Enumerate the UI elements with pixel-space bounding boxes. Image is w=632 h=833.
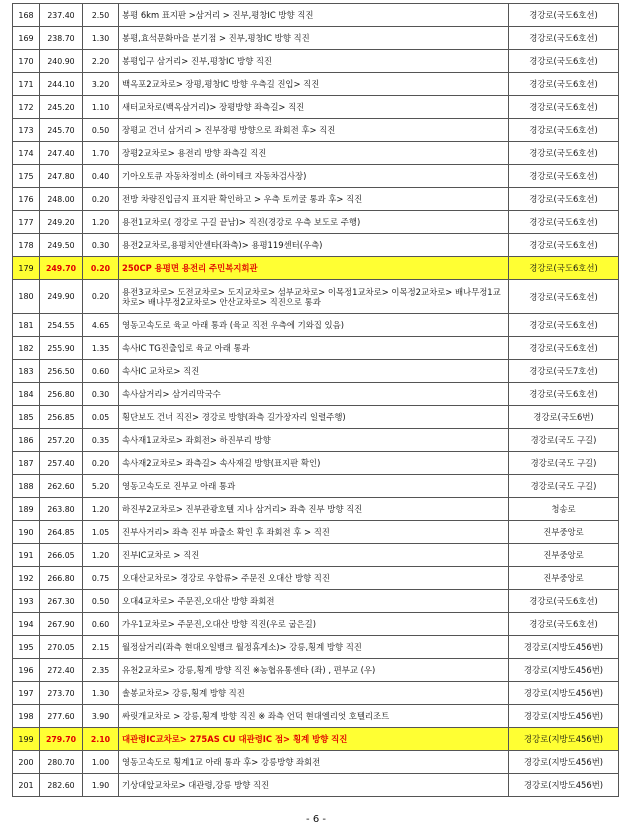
- cell-road-name: 경강로(국도 구길): [509, 452, 619, 475]
- cell-cumulative-km: 238.70: [40, 27, 83, 50]
- cell-directions: 속사재2교차로> 좌측길> 속사재길 방향(표지판 확인): [119, 452, 509, 475]
- cell-distance: 1.00: [83, 751, 119, 774]
- cell-cumulative-km: 249.20: [40, 211, 83, 234]
- table-row: [13, 728, 619, 751]
- cell-cumulative-km: 245.20: [40, 96, 83, 119]
- cell-number: 173: [13, 119, 40, 142]
- cell-cumulative-km: 262.60: [40, 475, 83, 498]
- cell-distance: 0.60: [83, 613, 119, 636]
- cell-cumulative-km: 267.30: [40, 590, 83, 613]
- cell-directions: 장평교 건너 삼거리 > 진부장평 방향으로 좌회전 후> 직진: [119, 119, 509, 142]
- cell-number: 199: [13, 728, 40, 751]
- cell-distance: 1.20: [83, 498, 119, 521]
- cell-number: 196: [13, 659, 40, 682]
- cell-cumulative-km: 266.80: [40, 567, 83, 590]
- cell-road-name: 경강로(국도6호선): [509, 590, 619, 613]
- cell-directions: 용전2교차로,용평치안센타(좌측)> 용평119센터(우측): [119, 234, 509, 257]
- cell-road-name: 경강로(국도6호선): [509, 211, 619, 234]
- cell-road-name: 경강로(지방도456번): [509, 774, 619, 797]
- cell-number: 180: [13, 280, 40, 314]
- cell-distance: 0.50: [83, 119, 119, 142]
- cell-cumulative-km: 249.70: [40, 257, 83, 280]
- cell-distance: 1.30: [83, 682, 119, 705]
- cell-distance: 0.75: [83, 567, 119, 590]
- cell-cumulative-km: 240.90: [40, 50, 83, 73]
- cell-distance: 2.35: [83, 659, 119, 682]
- table-row: [13, 521, 619, 544]
- cell-number: 172: [13, 96, 40, 119]
- cell-road-name: 경강로(국도6호선): [509, 280, 619, 314]
- cell-road-name: 경강로(국도 구길): [509, 475, 619, 498]
- cell-road-name: 경강로(국도6호선): [509, 73, 619, 96]
- table-row: [13, 475, 619, 498]
- cell-road-name: 경강로(국도6호선): [509, 165, 619, 188]
- cell-road-name: 경강로(국도6호선): [509, 96, 619, 119]
- cell-distance: 1.90: [83, 774, 119, 797]
- cell-number: 182: [13, 337, 40, 360]
- table-row: [13, 360, 619, 383]
- cell-cumulative-km: 279.70: [40, 728, 83, 751]
- cell-cumulative-km: 264.85: [40, 521, 83, 544]
- cell-road-name: 경강로(지방도456번): [509, 728, 619, 751]
- route-table-body: [13, 4, 619, 797]
- cell-number: 198: [13, 705, 40, 728]
- cell-cumulative-km: 256.50: [40, 360, 83, 383]
- table-row: [13, 429, 619, 452]
- cell-number: 179: [13, 257, 40, 280]
- page-number: - 6 -: [306, 814, 326, 825]
- cell-directions: 진부사거리> 좌측 진부 파출소 확인 후 좌회전 후 > 직진: [119, 521, 509, 544]
- cell-distance: 0.20: [83, 280, 119, 314]
- table-row: [13, 705, 619, 728]
- cell-cumulative-km: 282.60: [40, 774, 83, 797]
- cell-directions: 백옥포2교차로> 장평,평창IC 방향 우측길 진입> 직진: [119, 73, 509, 96]
- cell-cumulative-km: 267.90: [40, 613, 83, 636]
- cell-distance: 1.70: [83, 142, 119, 165]
- cell-road-name: 경강로(국도6호선): [509, 314, 619, 337]
- cell-number: 201: [13, 774, 40, 797]
- cell-distance: 1.20: [83, 211, 119, 234]
- cell-road-name: 경강로(국도6번): [509, 406, 619, 429]
- table-row: [13, 73, 619, 96]
- cell-cumulative-km: 272.40: [40, 659, 83, 682]
- table-row: [13, 96, 619, 119]
- cell-cumulative-km: 263.80: [40, 498, 83, 521]
- cell-road-name: 경강로(지방도456번): [509, 659, 619, 682]
- table-row: [13, 406, 619, 429]
- cell-distance: 1.30: [83, 27, 119, 50]
- cell-directions: 영동고속도로 진부교 아래 통과: [119, 475, 509, 498]
- cell-cumulative-km: 270.05: [40, 636, 83, 659]
- table-row: [13, 751, 619, 774]
- cell-distance: 0.35: [83, 429, 119, 452]
- cell-road-name: 진부중앙로: [509, 544, 619, 567]
- cell-road-name: 경강로(지방도456번): [509, 705, 619, 728]
- table-row: [13, 383, 619, 406]
- cell-number: 187: [13, 452, 40, 475]
- cell-directions: 영동고속도로 육교 아래 통과 (육교 직전 우측에 기와집 있음): [119, 314, 509, 337]
- cell-directions: 영동고속도로 횡계1교 아래 통과 후> 강릉방향 좌회전: [119, 751, 509, 774]
- cell-directions: 봉평 6km 표지판 >삼거리 > 진부,평창IC 방향 직진: [119, 4, 509, 27]
- cell-directions: 용전1교차로( 경강로 구길 끝남)> 직진(경강로 우측 보도로 주행): [119, 211, 509, 234]
- cell-distance: 1.20: [83, 544, 119, 567]
- cell-cumulative-km: 255.90: [40, 337, 83, 360]
- cell-cumulative-km: 256.80: [40, 383, 83, 406]
- cell-number: 186: [13, 429, 40, 452]
- cell-cumulative-km: 257.20: [40, 429, 83, 452]
- cell-distance: 3.20: [83, 73, 119, 96]
- cell-directions: 하진부2교차로> 진부관광호텔 지나 삼거리> 좌측 진부 방향 직진: [119, 498, 509, 521]
- cell-road-name: 경강로(국도6호선): [509, 119, 619, 142]
- cell-number: 183: [13, 360, 40, 383]
- table-row: [13, 119, 619, 142]
- cell-directions: 봉평입구 삼거리> 진부,평창IC 방향 직진: [119, 50, 509, 73]
- cell-number: 185: [13, 406, 40, 429]
- cell-directions: 월정삼거리(좌측 현대오일뱅크 월정휴게소)> 강릉,횡계 방향 직진: [119, 636, 509, 659]
- cell-road-name: 경강로(국도6호선): [509, 257, 619, 280]
- cell-directions: 장평2교차로> 용전리 방향 좌측길 직진: [119, 142, 509, 165]
- table-row: [13, 544, 619, 567]
- cell-number: 190: [13, 521, 40, 544]
- cell-road-name: 경강로(국도6호선): [509, 383, 619, 406]
- cell-road-name: 경강로(국도7호선): [509, 360, 619, 383]
- cell-distance: 0.05: [83, 406, 119, 429]
- cell-distance: 2.20: [83, 50, 119, 73]
- cell-road-name: 경강로(국도6호선): [509, 27, 619, 50]
- cell-directions: 싸릿개교차로 > 강릉,횡계 방향 직진 ※ 좌측 언덕 현대엘리엇 호텔리조트: [119, 705, 509, 728]
- cell-directions: 250CP 용평면 용전리 주민복지회관: [119, 257, 509, 280]
- table-row: [13, 280, 619, 314]
- table-row: [13, 188, 619, 211]
- cell-directions: 용전3교차로> 도전교차로> 도지교차로> 섬부교차로> 이목정1교차로> 이목정2교차로> 배나무정1교차로> 배나무정2교차로> 안산교차로> 직진으로 통과: [119, 280, 509, 314]
- cell-number: 193: [13, 590, 40, 613]
- cell-number: 181: [13, 314, 40, 337]
- cell-road-name: 경강로(국도 구길): [509, 429, 619, 452]
- cell-number: 174: [13, 142, 40, 165]
- table-row: [13, 314, 619, 337]
- cell-cumulative-km: 256.85: [40, 406, 83, 429]
- cell-distance: 0.20: [83, 257, 119, 280]
- cell-distance: 4.65: [83, 314, 119, 337]
- cell-distance: 0.40: [83, 165, 119, 188]
- cell-cumulative-km: 266.05: [40, 544, 83, 567]
- table-row: [13, 567, 619, 590]
- cell-number: 178: [13, 234, 40, 257]
- cell-distance: 0.20: [83, 188, 119, 211]
- cell-number: 200: [13, 751, 40, 774]
- table-row: [13, 211, 619, 234]
- cell-directions: 오대4교차로> 주문진,오대산 방향 좌회전: [119, 590, 509, 613]
- cell-number: 194: [13, 613, 40, 636]
- cell-road-name: 경강로(지방도456번): [509, 751, 619, 774]
- cell-directions: 대관령IC교차로> 275AS CU 대관령IC 점> 횡계 방향 직진: [119, 728, 509, 751]
- cell-cumulative-km: 257.40: [40, 452, 83, 475]
- table-row: [13, 682, 619, 705]
- cell-cumulative-km: 244.10: [40, 73, 83, 96]
- cell-cumulative-km: 280.70: [40, 751, 83, 774]
- cell-distance: 2.50: [83, 4, 119, 27]
- table-row: [13, 50, 619, 73]
- table-row: [13, 165, 619, 188]
- table-row: [13, 613, 619, 636]
- table-row: [13, 659, 619, 682]
- cell-number: 169: [13, 27, 40, 50]
- cell-distance: 2.15: [83, 636, 119, 659]
- cell-distance: 1.05: [83, 521, 119, 544]
- cell-directions: 횡단보도 건너 직진> 경강로 방향(좌측 길가장자리 일렬주행): [119, 406, 509, 429]
- cell-number: 170: [13, 50, 40, 73]
- cell-cumulative-km: 237.40: [40, 4, 83, 27]
- cell-road-name: 경강로(지방도456번): [509, 636, 619, 659]
- cell-directions: 유천2교차로> 강릉,횡계 방향 직진 ※농협유통센타 (좌) , 편부교 (우): [119, 659, 509, 682]
- cell-road-name: 경강로(국도6호선): [509, 234, 619, 257]
- cell-distance: 0.50: [83, 590, 119, 613]
- cell-number: 191: [13, 544, 40, 567]
- cell-cumulative-km: 247.80: [40, 165, 83, 188]
- cell-road-name: 경강로(국도6호선): [509, 4, 619, 27]
- cell-cumulative-km: 249.90: [40, 280, 83, 314]
- cell-cumulative-km: 247.40: [40, 142, 83, 165]
- cell-distance: 0.30: [83, 383, 119, 406]
- table-row: [13, 142, 619, 165]
- table-row: [13, 498, 619, 521]
- cell-road-name: 경강로(국도6호선): [509, 613, 619, 636]
- cell-number: 188: [13, 475, 40, 498]
- table-row: [13, 774, 619, 797]
- cell-directions: 속사IC 교차로> 직진: [119, 360, 509, 383]
- cell-road-name: 경강로(국도6호선): [509, 188, 619, 211]
- cell-number: 177: [13, 211, 40, 234]
- table-row: [13, 636, 619, 659]
- cell-road-name: 청송로: [509, 498, 619, 521]
- cell-directions: 가우1교차로> 주문진,오대산 방향 직진(우로 굽은길): [119, 613, 509, 636]
- cell-number: 197: [13, 682, 40, 705]
- cell-cumulative-km: 277.60: [40, 705, 83, 728]
- table-row: [13, 590, 619, 613]
- route-table: [12, 3, 619, 797]
- cell-distance: 3.90: [83, 705, 119, 728]
- cell-road-name: 진부중앙로: [509, 567, 619, 590]
- cell-directions: 속사삼거리> 삼거리막국수: [119, 383, 509, 406]
- cell-cumulative-km: 254.55: [40, 314, 83, 337]
- cell-cumulative-km: 273.70: [40, 682, 83, 705]
- cell-road-name: 경강로(지방도456번): [509, 682, 619, 705]
- cell-distance: 1.10: [83, 96, 119, 119]
- table-row: [13, 337, 619, 360]
- cell-directions: 속사재1교차로> 좌회전> 하진부리 방향: [119, 429, 509, 452]
- cell-directions: 속사IC TG진출입로 육교 아래 통과: [119, 337, 509, 360]
- cell-directions: 기상대앞교차로> 대관령,강릉 방향 직진: [119, 774, 509, 797]
- cell-number: 171: [13, 73, 40, 96]
- cell-directions: 기아오토큐 자동차정비소 (하이테크 자동차검사장): [119, 165, 509, 188]
- cell-number: 176: [13, 188, 40, 211]
- cell-number: 189: [13, 498, 40, 521]
- cell-road-name: 경강로(국도6호선): [509, 142, 619, 165]
- cell-distance: 0.60: [83, 360, 119, 383]
- cell-number: 168: [13, 4, 40, 27]
- cell-road-name: 진부중앙로: [509, 521, 619, 544]
- cell-distance: 0.30: [83, 234, 119, 257]
- table-row: [13, 234, 619, 257]
- table-row: [13, 27, 619, 50]
- table-row: [13, 257, 619, 280]
- cell-number: 175: [13, 165, 40, 188]
- cell-number: 195: [13, 636, 40, 659]
- cell-distance: 2.10: [83, 728, 119, 751]
- cell-cumulative-km: 249.50: [40, 234, 83, 257]
- cell-directions: 진부IC교차로 > 직진: [119, 544, 509, 567]
- cell-cumulative-km: 245.70: [40, 119, 83, 142]
- table-row: [13, 452, 619, 475]
- cell-directions: 오대산교차로> 경강로 우합류> 주문진 오대산 방향 직진: [119, 567, 509, 590]
- cell-distance: 5.20: [83, 475, 119, 498]
- cell-directions: 봉평,효석문화마을 분기점 > 진부,평창IC 방향 직진: [119, 27, 509, 50]
- table-row: [13, 4, 619, 27]
- cell-road-name: 경강로(국도6호선): [509, 50, 619, 73]
- cell-number: 192: [13, 567, 40, 590]
- cell-directions: 새터교차로(백옥삼거리)> 장평방향 좌측길> 직진: [119, 96, 509, 119]
- cell-road-name: 경강로(국도6호선): [509, 337, 619, 360]
- cell-distance: 0.20: [83, 452, 119, 475]
- cell-number: 184: [13, 383, 40, 406]
- cell-distance: 1.35: [83, 337, 119, 360]
- cell-directions: 전방 차량진입금지 표지판 확인하고 > 우측 토끼굴 통과 후> 직진: [119, 188, 509, 211]
- cell-directions: 솔봉교차로> 강릉,횡계 방향 직진: [119, 682, 509, 705]
- cell-cumulative-km: 248.00: [40, 188, 83, 211]
